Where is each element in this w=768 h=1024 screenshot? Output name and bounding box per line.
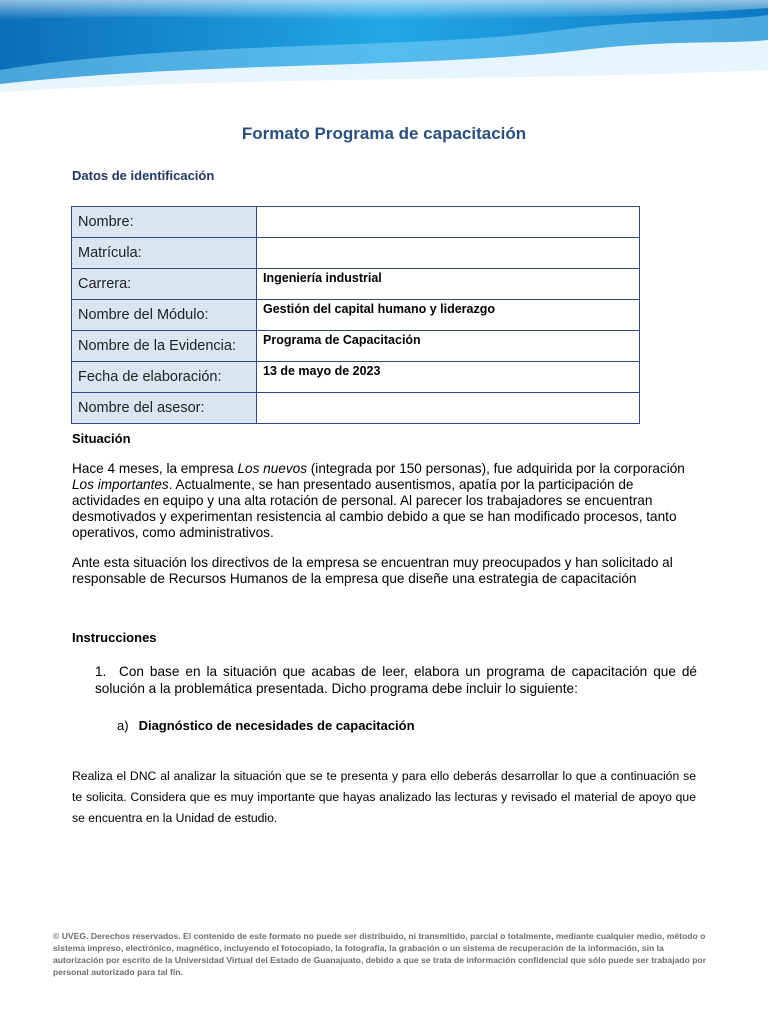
text-run: (integrada por 150 personas), fue adquirida por la corporación bbox=[307, 461, 685, 476]
row-value: 13 de mayo de 2023 bbox=[257, 362, 640, 393]
table-row bbox=[72, 362, 640, 393]
text-run: Hace 4 meses, la empresa bbox=[72, 461, 238, 476]
list-text: Con base en la situación que acabas de leer, elabora un programa de capacitación que dé solución a la problemática presentada. Dicho programa debe incluir lo siguiente: bbox=[95, 664, 697, 696]
identification-table bbox=[71, 206, 640, 424]
dnc-paragraph: Realiza el DNC al analizar la situación que se te presenta y para ello deberás desarrollar lo que a continuación se te solicita. Considera que es muy importante que hayas analizado las lecturas y revisado el material de apoyo que se encuentra en la Unidad de estudio. bbox=[72, 769, 696, 825]
instrucciones-heading: Instrucciones bbox=[72, 630, 157, 645]
row-value bbox=[257, 393, 640, 424]
row-label: Nombre de la Evidencia: bbox=[72, 331, 257, 362]
copyright-footer: © UVEG. Derechos reservados. El contenido de este formato no puede ser distribuido, ni transmitido, parcial o totalmente, mediante cualquier medio, método o sistema impreso, electrónico, magnético, incluyendo el fotocopiado, la fotografía, la grabación o un sistema de recuperación de la información, sin la autorización por escrito de la Universidad Virtual del Estado de Guanajuato, debido a que se trata de información confidencial que sólo puede ser trabajado por personal autorizado para tal fin. bbox=[53, 931, 707, 977]
section-title-identificacion: Datos de identificación bbox=[72, 168, 215, 183]
row-label: Carrera: bbox=[72, 269, 257, 300]
situacion-section bbox=[72, 431, 692, 446]
table-row bbox=[72, 238, 640, 269]
sub-item-a bbox=[117, 718, 415, 733]
table-row bbox=[72, 331, 640, 362]
table-row bbox=[72, 207, 640, 238]
table-row bbox=[72, 393, 640, 424]
row-label: Fecha de elaboración: bbox=[72, 362, 257, 393]
row-value bbox=[257, 207, 640, 238]
sub-item-text: Diagnóstico de necesidades de capacitación bbox=[138, 718, 415, 733]
situacion-paragraph-2: Ante esta situación los directivos de la empresa se encuentran muy preocupados y han solicitado al responsable de Recursos Humanos de la empresa que diseñe una estrategia de capacitación bbox=[72, 555, 673, 586]
corporation-name: Los importantes bbox=[72, 477, 169, 492]
situacion-heading: Situación bbox=[72, 431, 131, 446]
row-label: Matrícula: bbox=[72, 238, 257, 269]
instrucciones-section bbox=[72, 630, 692, 645]
row-label: Nombre del asesor: bbox=[72, 393, 257, 424]
list-number: 1. bbox=[95, 664, 107, 679]
situacion-paragraph-1 bbox=[72, 461, 700, 541]
text-run: . Actualmente, se han presentado ausentismos, apatía por la participación de actividades en equipo y una alta rotación de personal. Al parecer los trabajadores se encuentran desmotivados y experimentan resistencia al cambio debido a que se han modificado procesos, tanto operativos, como administrativos. bbox=[72, 477, 677, 540]
table-row bbox=[72, 269, 640, 300]
row-value: Gestión del capital humano y liderazgo bbox=[257, 300, 640, 331]
row-value: Ingeniería industrial bbox=[257, 269, 640, 300]
row-label: Nombre del Módulo: bbox=[72, 300, 257, 331]
header-banner bbox=[0, 0, 768, 96]
row-value: Programa de Capacitación bbox=[257, 331, 640, 362]
page-title: Formato Programa de capacitación bbox=[241, 124, 527, 143]
sub-item-letter: a) bbox=[117, 718, 129, 733]
row-value bbox=[257, 238, 640, 269]
table-row bbox=[72, 300, 640, 331]
company-name: Los nuevos bbox=[237, 461, 307, 476]
row-label: Nombre: bbox=[72, 207, 257, 238]
list-item bbox=[95, 663, 697, 697]
